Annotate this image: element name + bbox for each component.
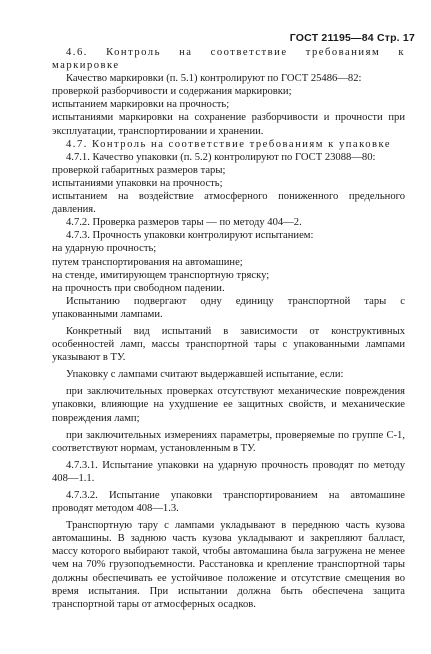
paragraph: 4.6. Контроль на соответствие требованиям к маркировке — [52, 47, 405, 72]
paragraph: 4.7.1. Качество упаковки (п. 5.2) контролируют по ГОСТ 23088—80: — [66, 151, 376, 163]
paragraph: 4.7.3.1. Испытание упаковки на ударную прочность проводят по методу 408—1.1. — [52, 459, 405, 484]
paragraph: 4.7.3. Прочность упаковки контролируют испытанием: — [66, 230, 314, 242]
paragraph: при заключительных измерениях параметры, проверяемые по группе С-1, соответствуют нормам, установленным в ТУ. — [52, 429, 405, 454]
paragraph: Конкретный вид испытаний в зависимости от конструктивных особенностей ламп, массы транспортной тары с упакованными лампами указывают в ТУ. — [52, 325, 405, 364]
paragraph: на стенде, имитирующем транспортную тряску; — [52, 269, 270, 281]
paragraph: проверкой разборчивости и содержания маркировки; — [52, 86, 292, 98]
paragraph: путем транспортирования на автомашине; — [52, 256, 243, 268]
paragraph: Транспортную тару с лампами укладывают в переднюю часть кузова автомашины. В заднюю часть кузова укладывают и закрепляют балласт, массу которого выбирают такой, чтобы автомашина была загружена не менее чем на 70% грузоподъемности. Расстановка и крепление транспортной тары должны обеспечивать ее устойчивое положение и отсутствие смещения во время испытания. При испытании должна быть обеспечена защита транспортной тары от атмосферных осадков. — [52, 520, 405, 610]
paragraph: испытаниями маркировки на сохранение разборчивости и прочности при эксплуатации, транспортировании и хранении. — [52, 112, 405, 137]
paragraph: Испытанию подвергают одну единицу транспортной тары с упакованными лампами. — [52, 295, 405, 320]
paragraph: 4.7.3.2. Испытание упаковки транспортированием на автомашине проводят методом 408—1.3. — [52, 490, 405, 515]
page-header: ГОСТ 21195—84 Стр. 17 — [289, 32, 415, 44]
paragraph: на прочность при свободном падении. — [52, 282, 225, 294]
paragraph: испытанием на воздействие атмосферного пониженного предельного давления. — [52, 191, 405, 216]
paragraph: на ударную прочность; — [52, 243, 157, 255]
paragraph: испытаниями упаковки на прочность; — [52, 177, 223, 189]
paragraph: Качество маркировки (п. 5.1) контролируют по ГОСТ 25486—82: — [66, 73, 362, 85]
document-body — [52, 46, 405, 611]
paragraph: 4.7.2. Проверка размеров тары — по методу 404—2. — [66, 217, 302, 229]
paragraph: 4.7. Контроль на соответствие требованиям к упаковке — [66, 138, 392, 150]
paragraph: испытанием маркировки на прочность; — [52, 99, 230, 111]
paragraph: при заключительных проверках отсутствуют механические повреждения упаковки, влияющие на ухудшение ее защитных свойств, и механические повреждения ламп; — [52, 386, 405, 424]
paragraph: проверкой габаритных размеров тары; — [52, 164, 226, 176]
paragraph: Упаковку с лампами считают выдержавшей испытание, если: — [66, 369, 344, 381]
